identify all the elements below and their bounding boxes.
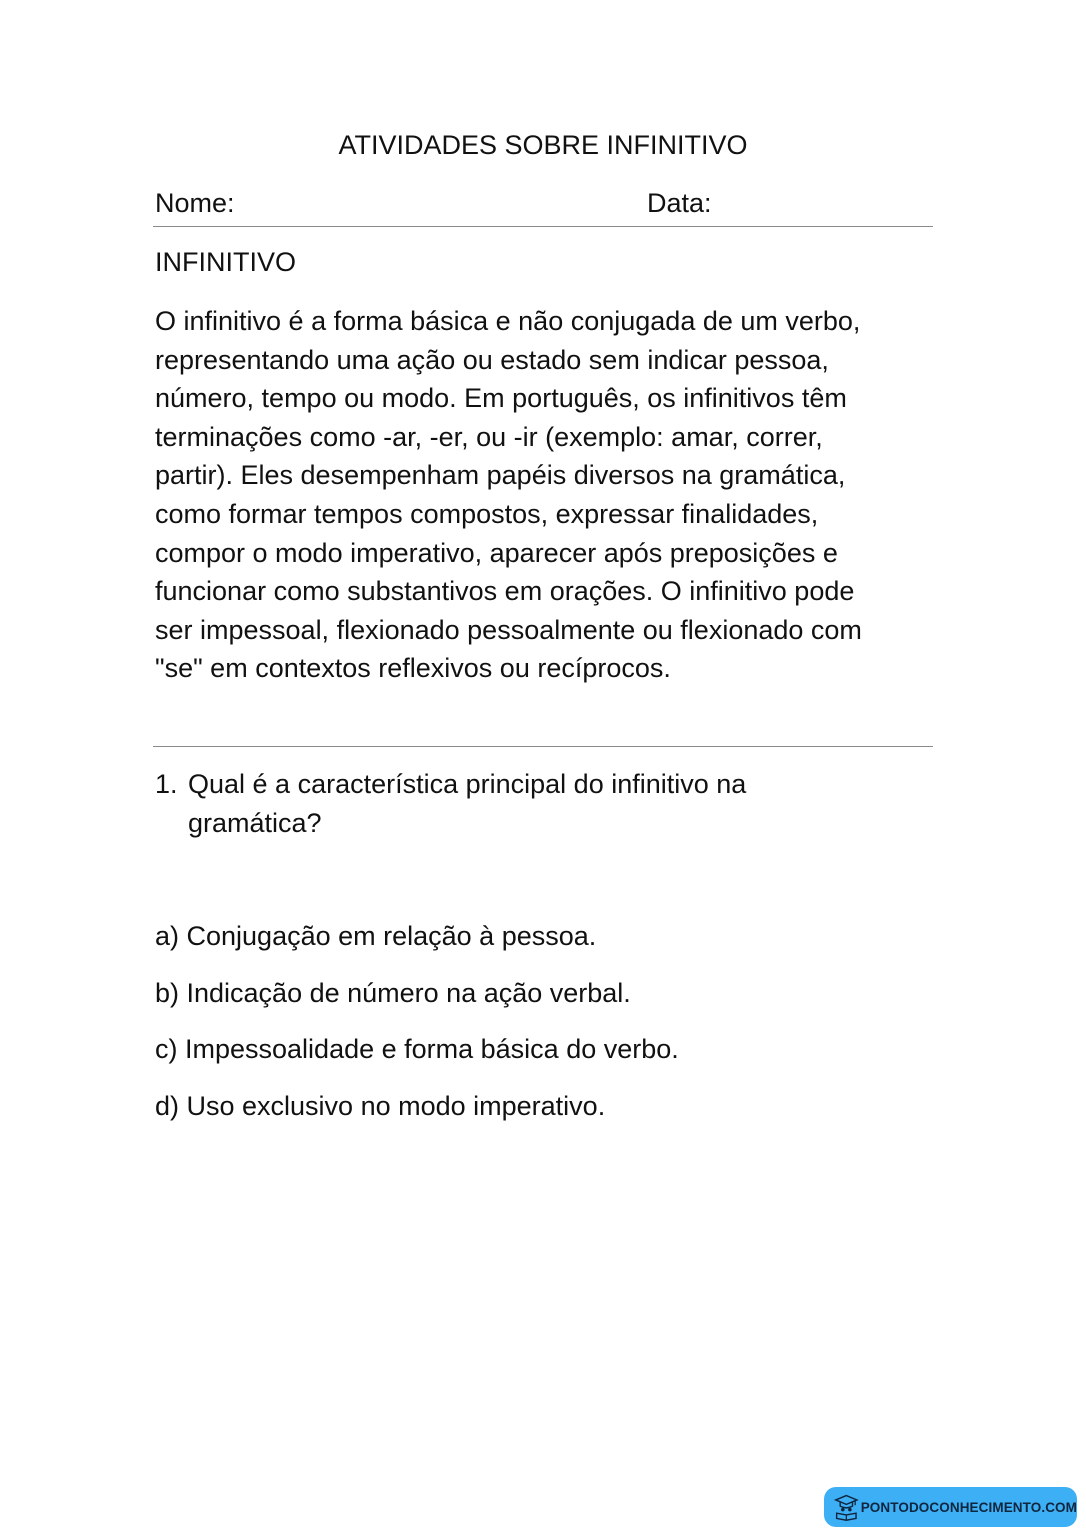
paragraph-line: compor o modo imperativo, aparecer após preposições e: [155, 537, 838, 568]
option-c: c) Impessoalidade e forma básica do verbo.: [155, 1034, 679, 1064]
question-text: [188, 765, 888, 843]
watermark-badge[interactable]: [824, 1487, 1077, 1527]
section-heading: INFINITIVO: [155, 247, 296, 277]
paragraph-line: ser impessoal, flexionado pessoalmente ou flexionado com: [155, 614, 862, 645]
section-divider: [153, 746, 933, 747]
option-b: b) Indicação de número na ação verbal.: [155, 978, 631, 1008]
paragraph-line: O infinitivo é a forma básica e não conjugada de um verbo,: [155, 306, 861, 336]
paragraph-line: terminações como -ar, -er, ou -ir (exemplo: amar, correr,: [155, 421, 823, 452]
graduation-book-icon: [834, 1492, 859, 1522]
question-number: 1.: [155, 769, 178, 799]
paragraph-line: funcionar como substantivos em orações. O infinitivo pode: [155, 576, 855, 607]
option-a: a) Conjugação em relação à pessoa.: [155, 921, 597, 951]
watermark-text[interactable]: PONTODOCONHECIMENTO.COM: [860, 1499, 1077, 1515]
page-title: ATIVIDADES SOBRE INFINITIVO: [338, 130, 748, 160]
option-d: d) Uso exclusivo no modo imperativo.: [155, 1091, 606, 1121]
paragraph-line: número, tempo ou modo. Em português, os infinitivos têm: [155, 383, 847, 414]
explanation-paragraph: [155, 302, 945, 688]
paragraph-line: representando uma ação ou estado sem indicar pessoa,: [155, 344, 829, 375]
paragraph-line: como formar tempos compostos, expressar finalidades,: [155, 498, 819, 529]
paragraph-line: partir). Eles desempenham papéis diversos na gramática,: [155, 460, 846, 491]
name-label: Nome:: [155, 188, 235, 218]
header-divider: [153, 226, 933, 227]
question-line: Qual é a característica principal do infinitivo na: [188, 769, 747, 799]
question-line: gramática?: [188, 808, 322, 838]
paragraph-line: "se" em contextos reflexivos ou recíprocos.: [155, 653, 671, 684]
date-label: Data:: [647, 188, 712, 218]
